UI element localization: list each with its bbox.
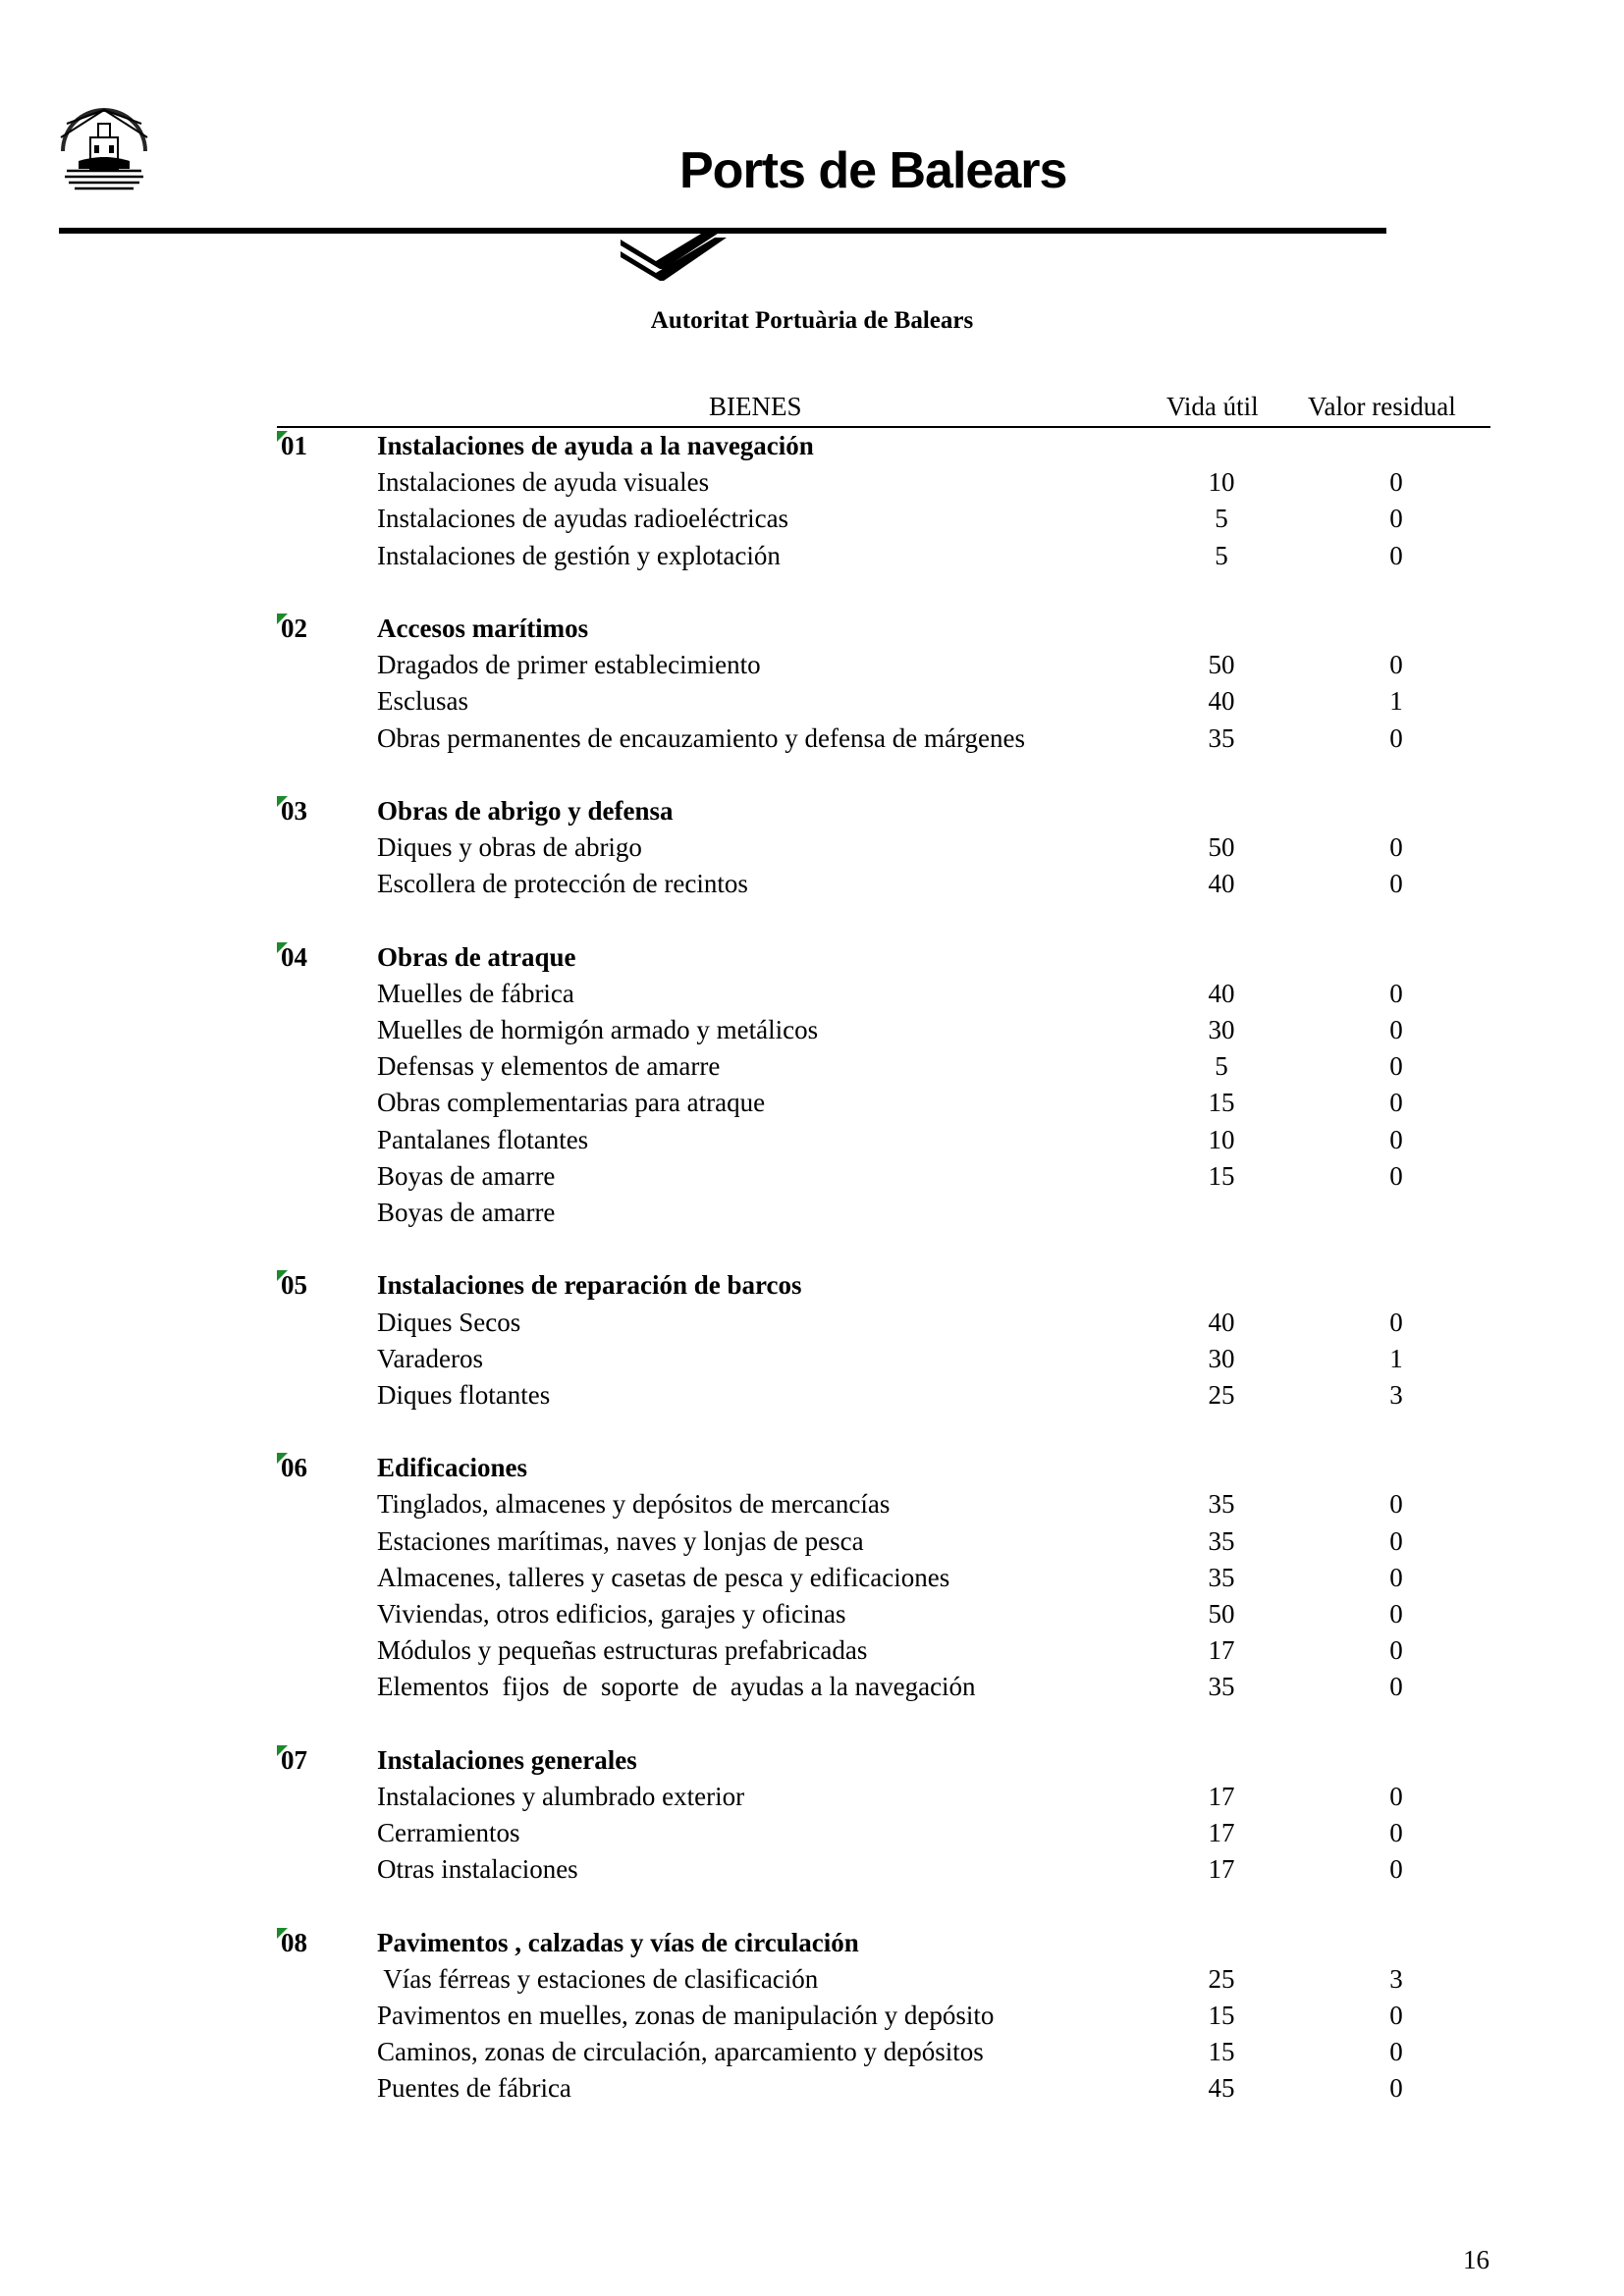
section-header-row <box>0 1742 1624 1779</box>
vida-util-value: 45 <box>1208 2073 1235 2104</box>
table-row <box>0 1560 1624 1596</box>
asset-label: Puentes de fábrica <box>377 2073 571 2104</box>
table-section-03 <box>0 793 1624 939</box>
table-row <box>0 464 1624 501</box>
valor-residual-value: 0 <box>1389 2073 1403 2104</box>
valor-residual-value: 3 <box>1389 1963 1403 1994</box>
vida-util-value: 10 <box>1208 467 1235 498</box>
table-row <box>0 1815 1624 1851</box>
table-section-08 <box>0 1925 1624 2108</box>
valor-residual-value: 0 <box>1389 722 1403 753</box>
section-code: 08 <box>281 1927 307 1957</box>
section-code: 07 <box>281 1744 307 1775</box>
table-row <box>0 1305 1624 1341</box>
asset-label: Diques y obras de abrigo <box>377 832 642 863</box>
vida-util-value: 15 <box>1208 2001 1235 2031</box>
valor-residual-value: 0 <box>1389 1781 1403 1811</box>
table-section-07 <box>0 1742 1624 1925</box>
section-header-row <box>0 428 1624 464</box>
table-row <box>0 1012 1624 1048</box>
table-row <box>0 1523 1624 1560</box>
table-row <box>0 1158 1624 1195</box>
valor-residual-value: 0 <box>1389 650 1403 680</box>
valor-residual-value: 0 <box>1389 504 1403 534</box>
vida-util-value: 15 <box>1208 1088 1235 1118</box>
vida-util-value: 17 <box>1208 1781 1235 1811</box>
table-row <box>0 1486 1624 1522</box>
authority-title: Autoritat Portuària de Balears <box>650 307 974 334</box>
asset-table <box>0 428 1624 2108</box>
table-row <box>0 721 1624 757</box>
valor-residual-value: 0 <box>1389 1088 1403 1118</box>
asset-label: Instalaciones de gestión y explotación <box>377 540 781 570</box>
vida-util-value: 17 <box>1208 1818 1235 1848</box>
vida-util-value: 35 <box>1208 1672 1235 1702</box>
wave-emblem-icon <box>617 222 734 285</box>
asset-label: Boyas de amarre <box>377 1197 556 1227</box>
valor-residual-value: 0 <box>1389 1562 1403 1592</box>
asset-label: Boyas de amarre <box>377 1160 556 1191</box>
valor-residual-value: 0 <box>1389 2037 1403 2067</box>
table-row <box>0 1961 1624 1998</box>
column-header-vida-util: Vida útil <box>1166 392 1259 421</box>
section-title: Instalaciones generales <box>377 1744 637 1775</box>
section-spacer <box>0 1231 1624 1267</box>
vida-util-value: 40 <box>1208 686 1235 717</box>
table-section-05 <box>0 1267 1624 1450</box>
table-row <box>0 538 1624 574</box>
section-header-row <box>0 939 1624 976</box>
valor-residual-value: 0 <box>1389 1015 1403 1044</box>
section-spacer <box>0 757 1624 793</box>
asset-label: Caminos, zonas de circulación, aparcamiento y depósitos <box>377 2037 984 2067</box>
table-section-02 <box>0 611 1624 793</box>
table-row <box>0 1195 1624 1231</box>
table-row <box>0 1122 1624 1158</box>
asset-label: Viviendas, otros edificios, garajes y oficinas <box>377 1599 846 1629</box>
asset-label: Otras instalaciones <box>377 1854 578 1885</box>
section-spacer <box>0 574 1624 611</box>
vida-util-value: 35 <box>1208 1489 1235 1520</box>
vida-util-value: 5 <box>1215 504 1228 534</box>
asset-label: Módulos y pequeñas estructuras prefabricadas <box>377 1635 868 1666</box>
vida-util-value: 35 <box>1208 1562 1235 1592</box>
section-code: 03 <box>281 795 307 826</box>
asset-label: Instalaciones de ayudas radioeléctricas <box>377 504 789 534</box>
table-row <box>0 647 1624 683</box>
asset-label: Cerramientos <box>377 1818 520 1848</box>
valor-residual-value: 1 <box>1389 1343 1403 1373</box>
brand-title: Ports de Balears <box>679 142 1067 199</box>
vida-util-value: 5 <box>1215 1051 1228 1082</box>
vida-util-value: 25 <box>1208 1379 1235 1410</box>
asset-label: Almacenes, talleres y casetas de pesca y edificaciones <box>377 1562 950 1592</box>
asset-label: Diques flotantes <box>377 1379 551 1410</box>
vida-util-value: 5 <box>1215 540 1228 570</box>
table-row <box>0 501 1624 537</box>
vida-util-value: 40 <box>1208 978 1235 1008</box>
column-header-bienes: BIENES <box>709 392 802 421</box>
asset-label: Varaderos <box>377 1343 483 1373</box>
section-title: Accesos marítimos <box>377 613 589 643</box>
valor-residual-value: 0 <box>1389 1307 1403 1337</box>
table-row <box>0 1341 1624 1377</box>
valor-residual-value: 0 <box>1389 1051 1403 1082</box>
table-row <box>0 1596 1624 1632</box>
asset-label: Muelles de hormigón armado y metálicos <box>377 1015 819 1044</box>
valor-residual-value: 0 <box>1389 1818 1403 1848</box>
section-header-row <box>0 1267 1624 1304</box>
table-row <box>0 976 1624 1012</box>
valor-residual-value: 0 <box>1389 1635 1403 1666</box>
vida-util-value: 40 <box>1208 869 1235 899</box>
table-row <box>0 2070 1624 2107</box>
asset-label: Elementos fijos de soporte de ayudas a la navegación <box>377 1672 976 1702</box>
asset-label: Defensas y elementos de amarre <box>377 1051 721 1082</box>
lighthouse-logo-icon <box>57 102 151 196</box>
asset-label: Vías férreas y estaciones de clasificación <box>377 1963 819 1994</box>
section-code: 04 <box>281 941 307 972</box>
asset-label: Dragados de primer establecimiento <box>377 650 761 680</box>
table-row <box>0 1779 1624 1815</box>
table-row <box>0 1085 1624 1121</box>
vida-util-value: 10 <box>1208 1124 1235 1154</box>
asset-label: Instalaciones y alumbrado exterior <box>377 1781 745 1811</box>
asset-label: Escollera de protección de recintos <box>377 869 748 899</box>
vida-util-value: 50 <box>1208 650 1235 680</box>
vida-util-value: 17 <box>1208 1854 1235 1885</box>
section-header-row <box>0 1925 1624 1961</box>
vida-util-value: 15 <box>1208 2037 1235 2067</box>
column-header-valor-residual: Valor residual <box>1308 392 1456 421</box>
table-row <box>0 2034 1624 2070</box>
table-section-01 <box>0 428 1624 611</box>
valor-residual-value: 0 <box>1389 1672 1403 1702</box>
vida-util-value: 30 <box>1208 1015 1235 1044</box>
table-row <box>0 1632 1624 1669</box>
vida-util-value: 17 <box>1208 1635 1235 1666</box>
section-code: 06 <box>281 1453 307 1483</box>
vida-util-value: 50 <box>1208 832 1235 863</box>
section-header-row <box>0 1450 1624 1486</box>
valor-residual-value: 0 <box>1389 467 1403 498</box>
vida-util-value: 35 <box>1208 1525 1235 1556</box>
valor-residual-value: 0 <box>1389 1854 1403 1885</box>
section-header-row <box>0 611 1624 647</box>
section-spacer <box>0 1889 1624 1925</box>
asset-label: Instalaciones de ayuda visuales <box>377 467 710 498</box>
section-code: 02 <box>281 613 307 643</box>
vida-util-value: 30 <box>1208 1343 1235 1373</box>
section-title: Edificaciones <box>377 1453 527 1483</box>
vida-util-value: 50 <box>1208 1599 1235 1629</box>
section-title: Pavimentos , calzadas y vías de circulación <box>377 1927 859 1957</box>
valor-residual-value: 1 <box>1389 686 1403 717</box>
section-spacer <box>0 1706 1624 1742</box>
page-number: 16 <box>1463 2245 1489 2274</box>
vida-util-value: 40 <box>1208 1307 1235 1337</box>
table-row <box>0 683 1624 720</box>
valor-residual-value: 0 <box>1389 2001 1403 2031</box>
valor-residual-value: 0 <box>1389 1160 1403 1191</box>
section-title: Obras de abrigo y defensa <box>377 795 674 826</box>
valor-residual-value: 0 <box>1389 540 1403 570</box>
valor-residual-value: 0 <box>1389 1489 1403 1520</box>
section-header-row <box>0 793 1624 829</box>
table-row <box>0 1851 1624 1888</box>
section-title: Instalaciones de reparación de barcos <box>377 1270 802 1301</box>
valor-residual-value: 3 <box>1389 1379 1403 1410</box>
valor-residual-value: 0 <box>1389 869 1403 899</box>
table-row <box>0 1048 1624 1085</box>
section-title: Obras de atraque <box>377 941 576 972</box>
section-code: 01 <box>281 431 307 460</box>
section-spacer <box>0 1414 1624 1450</box>
valor-residual-value: 0 <box>1389 978 1403 1008</box>
section-spacer <box>0 902 1624 938</box>
table-row <box>0 1998 1624 2034</box>
table-row <box>0 1669 1624 1705</box>
asset-label: Obras complementarias para atraque <box>377 1088 766 1118</box>
table-section-04 <box>0 939 1624 1268</box>
section-title: Instalaciones de ayuda a la navegación <box>377 431 814 460</box>
asset-label: Muelles de fábrica <box>377 978 574 1008</box>
asset-label: Diques Secos <box>377 1307 521 1337</box>
asset-label: Pantalanes flotantes <box>377 1124 589 1154</box>
table-row <box>0 866 1624 902</box>
asset-label: Estaciones marítimas, naves y lonjas de pesca <box>377 1525 864 1556</box>
asset-label: Obras permanentes de encauzamiento y defensa de márgenes <box>377 722 1025 753</box>
asset-label: Tinglados, almacenes y depósitos de mercancías <box>377 1489 891 1520</box>
valor-residual-value: 0 <box>1389 832 1403 863</box>
valor-residual-value: 0 <box>1389 1124 1403 1154</box>
table-row <box>0 1377 1624 1414</box>
section-code: 05 <box>281 1270 307 1301</box>
valor-residual-value: 0 <box>1389 1525 1403 1556</box>
valor-residual-value: 0 <box>1389 1599 1403 1629</box>
vida-util-value: 15 <box>1208 1160 1235 1191</box>
asset-label: Pavimentos en muelles, zonas de manipulación y depósito <box>377 2001 995 2031</box>
vida-util-value: 25 <box>1208 1963 1235 1994</box>
table-row <box>0 829 1624 866</box>
asset-label: Esclusas <box>377 686 468 717</box>
vida-util-value: 35 <box>1208 722 1235 753</box>
table-section-06 <box>0 1450 1624 1742</box>
